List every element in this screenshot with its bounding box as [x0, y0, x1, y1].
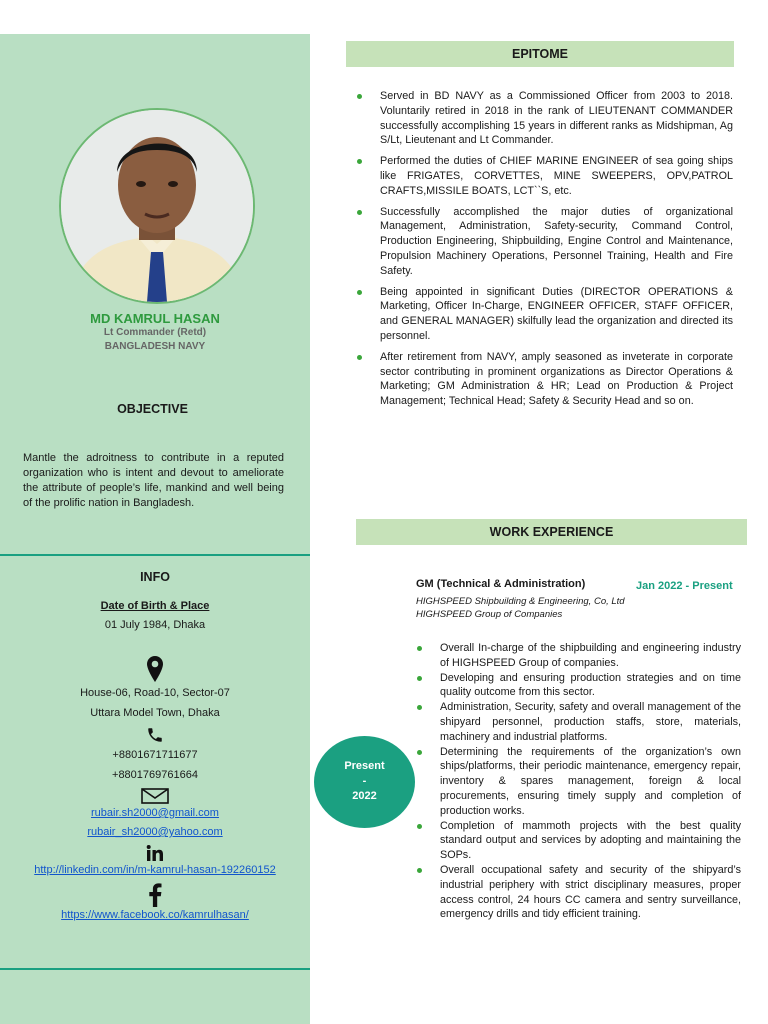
email-2-link[interactable]: rubair_sh2000@yahoo.com: [87, 826, 223, 838]
list-item: [417, 863, 741, 922]
list-item: [357, 205, 733, 279]
divider: [0, 554, 310, 556]
bullet-icon: [357, 355, 362, 360]
epitome-list: [357, 89, 733, 415]
bullet-icon: [357, 159, 362, 164]
envelope-icon: [0, 788, 310, 809]
linkedin-link[interactable]: http://linkedin.com/in/m-kamrul-hasan-192260152: [34, 864, 276, 876]
address-line1: House-06, Road-10, Sector-07: [80, 687, 230, 699]
list-item-text: Being appointed in significant Duties (DIRECTOR OPERATIONS & Marketing, Officer In-Charge, ENGINEER OFFICER, STAFF OFFICER, and GENERAL MANAGER) skilfully lead the organization and directed its personnel.: [380, 285, 733, 342]
work-duties-list: [417, 641, 741, 922]
job-date: Jan 2022 - Present: [636, 580, 733, 592]
bullet-icon: [417, 824, 422, 829]
list-item: [417, 671, 741, 701]
dob-value: 01 July 1984, Dhaka: [104, 619, 206, 631]
list-item-text: Completion of mammoth projects with the best quality standard output and services by adopting and maintaining the SOPs.: [440, 819, 741, 862]
bullet-icon: [417, 676, 422, 681]
bullet-icon: [357, 290, 362, 295]
list-item-text: After retirement from NAVY, amply seasoned as inveterate in corporate sector contributing in prominent organizations as Director Operations & Marketing; GM Administration & HR; Lead on Production & Project Management; Technical Head; Safety & Security Head and so on.: [380, 350, 733, 408]
list-item: [417, 700, 741, 744]
job-title: GM (Technical & Administration): [416, 578, 586, 590]
bullet-icon: [417, 646, 422, 651]
list-item-text: Overall In-charge of the shipbuilding and engineering industry of HIGHSPEED Group of companies.: [440, 642, 741, 669]
info-heading: INFO: [140, 570, 170, 584]
objective-heading: OBJECTIVE: [117, 402, 188, 416]
period-start: Present: [344, 760, 385, 772]
bullet-icon: [357, 94, 362, 99]
list-item: [357, 285, 733, 344]
list-item: [357, 154, 733, 198]
bullet-icon: [417, 750, 422, 755]
divider: [0, 968, 310, 970]
objective-text: Mantle the adroitness to contribute in a reputed organization who is intent and devout to ameliorate the attribute of people’s life, mankind and well being of the prolific nation in Bangladesh.: [23, 452, 284, 509]
phone-1: +8801671711677: [112, 749, 198, 761]
profile-photo: [59, 108, 255, 304]
person-name: MD KAMRUL HASAN: [90, 311, 220, 326]
work-experience-heading: WORK EXPERIENCE: [356, 519, 747, 545]
person-service: BANGLADESH NAVY: [104, 341, 206, 352]
period-circle: [314, 736, 415, 828]
list-item-text: Administration, Security, safety and overall management of the shipyard personnel, production staffs, store, materials, machinery and industrial platforms.: [440, 701, 741, 743]
bullet-icon: [357, 210, 362, 215]
facebook-link[interactable]: https://www.facebook.co/kamrulhasan/: [61, 909, 249, 921]
email-1-link[interactable]: rubair.sh2000@gmail.com: [91, 807, 219, 819]
list-item: [417, 819, 741, 863]
facebook-icon: [0, 883, 310, 912]
list-item-text: Successfully accomplished the major duties of organizational Management, Administration, Safety-security, Command Control, Production Engineering, Shipbuilding, Engine Control and Maintenance, Propulsion Machinery Operations, Personnel Training, Health and Fire Safety.: [380, 205, 733, 277]
list-item: [417, 641, 741, 671]
list-item-text: Performed the duties of CHIEF MARINE ENGINEER of sea going ships like FRIGATES, CORVETTES, MINE SWEEPERS, OPV,PATROL CRAFTS,MISSILE BOATS, LCT``S, etc.: [380, 155, 733, 197]
epitome-heading: EPITOME: [346, 41, 734, 67]
person-portrait: [61, 110, 253, 302]
facebook-row[interactable]: [0, 909, 310, 921]
phone-2: +8801769761664: [112, 769, 198, 781]
list-item: [357, 350, 733, 409]
list-item-text: Served in BD NAVY as a Commissioned Officer from 2003 to 2018. Voluntarily retired in 2018 in the rank of LIEUTENANT COMMANDER successfully accomplishing 15 years in different ranks as Midshipman, Ag S/Lt, Lieutenant and Lt Commander.: [380, 90, 733, 147]
linkedin-row[interactable]: [0, 864, 310, 876]
period-separator: -: [362, 775, 367, 787]
email-2[interactable]: [0, 826, 310, 838]
list-item-text: Determining the requirements of the organization’s own ships/platforms, their periodic maintenance, emergency repair, inventory & spares management, foreign & local procurements, ensuring timely supply and completion of production works.: [440, 745, 741, 817]
bullet-icon: [417, 705, 422, 710]
list-item-text: Overall occupational safety and security of the shipyard’s industrial periphery with strict disciplinary measures, proper access control, 24 hours CC camera and sentry surveillance, emergency drills and tidy efficient training.: [440, 863, 741, 921]
company-name: HIGHSPEED Shipbuilding & Engineering, Co, Ltd: [416, 596, 625, 607]
email-1[interactable]: [0, 807, 310, 819]
company-group: HIGHSPEED Group of Companies: [416, 609, 563, 620]
list-item-text: Developing and ensuring production strategies and on time quality outcome from this sector.: [440, 671, 741, 699]
person-rank: Lt Commander (Retd): [103, 327, 207, 338]
list-item: [417, 745, 741, 819]
location-pin-icon: [0, 656, 310, 687]
phone-icon: [0, 725, 310, 750]
address-line2: Uttara Model Town, Dhaka: [90, 707, 220, 719]
bullet-icon: [417, 868, 422, 873]
period-end: 2022: [352, 790, 377, 802]
dob-label: Date of Birth & Place: [100, 600, 210, 612]
linkedin-icon: [0, 845, 310, 866]
list-item: [357, 89, 733, 148]
